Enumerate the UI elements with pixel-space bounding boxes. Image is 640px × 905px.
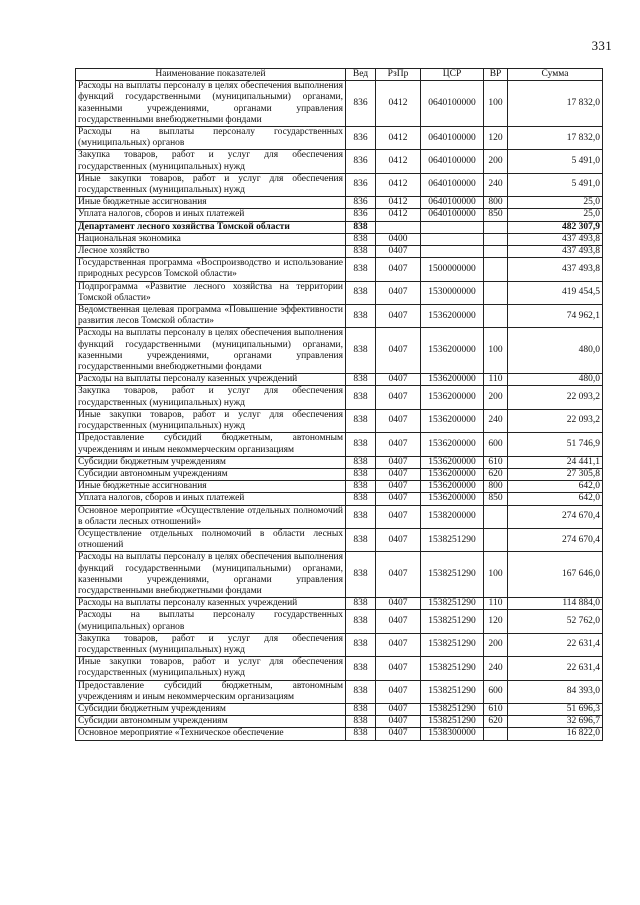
cell-sum: 482 307,9 [508,221,603,233]
cell-sum: 51 746,9 [508,433,603,456]
cell-name: Основное мероприятие «Техническое обеспечение [76,728,346,740]
cell-sum: 480,0 [508,374,603,386]
table-row [76,386,603,409]
cell-ved: 838 [346,468,376,480]
cell-sum: 437 493,8 [508,246,603,258]
cell-vr: 610 [484,703,508,715]
cell-name: Расходы на выплаты персоналу в целях обеспечения выполнения функций государственными (муниципальными) органами, казенными учреждениями, органами управления государственными внебюджетными фондами [76,552,346,598]
cell-ved: 838 [346,481,376,493]
cell-ved: 838 [346,328,376,374]
cell-name: Предоставление субсидий бюджетным, автономным учреждениям и иным некоммерческим организациям [76,680,346,703]
header-name: Наименование показателей [76,69,346,81]
cell-vr: 110 [484,598,508,610]
cell-ved: 838 [346,528,376,551]
cell-vr: 600 [484,680,508,703]
cell-csr: 1536200000 [421,493,484,505]
cell-csr: 1536200000 [421,305,484,328]
cell-ved: 836 [346,150,376,173]
table-row [76,305,603,328]
cell-name: Уплата налогов, сборов и иных платежей [76,209,346,221]
table-row [76,610,603,633]
cell-name: Уплата налогов, сборов и иных платежей [76,493,346,505]
cell-name: Государственная программа «Воспроизводство и использование природных ресурсов Томской области» [76,258,346,281]
cell-name: Иные закупки товаров, работ и услуг для обеспечения государственных (муниципальных) нужд [76,409,346,432]
cell-name: Иные бюджетные ассигнования [76,197,346,209]
cell-sum: 114 884,0 [508,598,603,610]
table-row [76,209,603,221]
cell-csr: 0640100000 [421,209,484,221]
cell-name: Субсидии автономным учреждениям [76,716,346,728]
cell-rzpr: 0407 [376,703,421,715]
cell-name: Субсидии автономным учреждениям [76,468,346,480]
cell-rzpr: 0412 [376,209,421,221]
cell-vr: 100 [484,552,508,598]
cell-rzpr: 0407 [376,281,421,304]
cell-name: Ведомственная целевая программа «Повышение эффективности развития лесов Томской области» [76,305,346,328]
header-csr: ЦСР [421,69,484,81]
cell-ved: 838 [346,386,376,409]
header-vr: ВР [484,69,508,81]
table-header-row [76,69,603,81]
cell-csr: 1500000000 [421,258,484,281]
cell-ved: 838 [346,552,376,598]
cell-sum: 51 696,3 [508,703,603,715]
cell-name: Подпрограмма «Развитие лесного хозяйства на территории Томской области» [76,281,346,304]
cell-name: Закупка товаров, работ и услуг для обеспечения государственных (муниципальных) нужд [76,150,346,173]
cell-ved: 838 [346,456,376,468]
cell-csr [421,246,484,258]
cell-rzpr: 0407 [376,456,421,468]
cell-csr: 1538251290 [421,657,484,680]
cell-vr: 610 [484,456,508,468]
table-body [76,81,603,740]
table-row [76,528,603,551]
cell-csr: 1538300000 [421,728,484,740]
table-row [76,433,603,456]
cell-ved: 838 [346,703,376,715]
cell-ved: 836 [346,81,376,127]
cell-name: Расходы на выплаты персоналу в целях обеспечения выполнения функций государственными (муниципальными) органами, казенными учреждениями, органами управления государственными внебюджетными фондами [76,81,346,127]
cell-sum: 27 305,8 [508,468,603,480]
cell-name: Расходы на выплаты персоналу государственных (муниципальных) органов [76,610,346,633]
cell-ved: 838 [346,680,376,703]
cell-rzpr: 0407 [376,505,421,528]
cell-rzpr: 0407 [376,716,421,728]
cell-name: Департамент лесного хозяйства Томской области [76,221,346,233]
table-row [76,246,603,258]
cell-csr: 0640100000 [421,127,484,150]
cell-rzpr: 0407 [376,610,421,633]
table-row [76,233,603,245]
cell-rzpr: 0407 [376,657,421,680]
cell-vr [484,728,508,740]
cell-rzpr: 0407 [376,433,421,456]
cell-csr: 1538251290 [421,680,484,703]
table-row [76,127,603,150]
cell-name: Иные закупки товаров, работ и услуг для обеспечения государственных (муниципальных) нужд [76,657,346,680]
table-row [76,481,603,493]
cell-vr: 800 [484,197,508,209]
cell-vr: 850 [484,493,508,505]
cell-sum: 17 832,0 [508,81,603,127]
cell-ved: 838 [346,493,376,505]
table-row [76,258,603,281]
cell-vr: 240 [484,409,508,432]
cell-rzpr: 0407 [376,598,421,610]
table-row [76,703,603,715]
cell-csr: 0640100000 [421,197,484,209]
cell-vr: 620 [484,468,508,480]
table-row [76,197,603,209]
cell-vr [484,233,508,245]
cell-vr: 240 [484,173,508,196]
cell-ved: 838 [346,610,376,633]
cell-ved: 838 [346,505,376,528]
cell-csr: 1536200000 [421,481,484,493]
cell-rzpr: 0407 [376,328,421,374]
cell-sum: 16 822,0 [508,728,603,740]
cell-rzpr: 0407 [376,305,421,328]
cell-ved: 838 [346,374,376,386]
cell-ved: 838 [346,258,376,281]
cell-csr: 1538200000 [421,505,484,528]
cell-rzpr: 0412 [376,150,421,173]
table-row [76,493,603,505]
cell-name: Закупка товаров, работ и услуг для обеспечения государственных (муниципальных) нужд [76,386,346,409]
table-row [76,680,603,703]
table-row [76,657,603,680]
cell-name: Национальная экономика [76,233,346,245]
cell-rzpr: 0412 [376,173,421,196]
header-rzpr: РзПр [376,69,421,81]
cell-sum: 84 393,0 [508,680,603,703]
cell-csr: 1538251290 [421,633,484,656]
cell-name: Расходы на выплаты персоналу государственных (муниципальных) органов [76,127,346,150]
cell-csr: 1536200000 [421,374,484,386]
cell-csr: 1538251290 [421,703,484,715]
cell-rzpr: 0407 [376,374,421,386]
cell-sum: 25,0 [508,209,603,221]
header-sum: Сумма [508,69,603,81]
cell-rzpr: 0407 [376,680,421,703]
cell-rzpr: 0407 [376,468,421,480]
table-row [76,728,603,740]
cell-csr: 1538251290 [421,598,484,610]
cell-rzpr [376,221,421,233]
cell-ved: 838 [346,728,376,740]
cell-sum: 22 631,4 [508,657,603,680]
cell-sum: 22 093,2 [508,386,603,409]
table-row [76,281,603,304]
cell-rzpr: 0407 [376,409,421,432]
cell-csr [421,233,484,245]
cell-vr [484,246,508,258]
cell-name: Расходы на выплаты персоналу казенных учреждений [76,598,346,610]
table-row [76,505,603,528]
cell-ved: 838 [346,657,376,680]
cell-rzpr: 0412 [376,127,421,150]
table-row [76,598,603,610]
cell-ved: 838 [346,305,376,328]
table-row [76,328,603,374]
cell-vr: 200 [484,633,508,656]
cell-ved: 838 [346,433,376,456]
cell-csr: 1530000000 [421,281,484,304]
cell-ved: 838 [346,716,376,728]
cell-sum: 274 670,4 [508,528,603,551]
cell-vr [484,258,508,281]
cell-ved: 838 [346,633,376,656]
cell-vr: 240 [484,657,508,680]
cell-ved: 838 [346,221,376,233]
table-row [76,552,603,598]
cell-name: Расходы на выплаты персоналу казенных учреждений [76,374,346,386]
cell-sum: 642,0 [508,493,603,505]
cell-rzpr: 0407 [376,246,421,258]
table-row [76,468,603,480]
cell-rzpr: 0412 [376,197,421,209]
cell-name: Осуществление отдельных полномочий в области лесных отношений [76,528,346,551]
cell-name: Расходы на выплаты персоналу в целях обеспечения выполнения функций государственными (муниципальными) органами, казенными учреждениями, органами управления государственными внебюджетными фондами [76,328,346,374]
cell-sum: 480,0 [508,328,603,374]
cell-sum: 17 832,0 [508,127,603,150]
table-row [76,633,603,656]
cell-rzpr: 0407 [376,528,421,551]
cell-vr [484,528,508,551]
cell-rzpr: 0407 [376,481,421,493]
cell-ved: 836 [346,127,376,150]
table-row [76,221,603,233]
header-ved: Вед [346,69,376,81]
table-row [76,716,603,728]
cell-vr: 110 [484,374,508,386]
cell-rzpr: 0407 [376,633,421,656]
cell-sum: 167 646,0 [508,552,603,598]
table-row [76,456,603,468]
budget-table [75,68,603,741]
cell-sum: 642,0 [508,481,603,493]
cell-csr: 0640100000 [421,150,484,173]
cell-vr: 620 [484,716,508,728]
cell-sum: 419 454,5 [508,281,603,304]
cell-ved: 836 [346,197,376,209]
cell-csr: 1538251290 [421,716,484,728]
cell-vr: 200 [484,150,508,173]
cell-csr: 1538251290 [421,552,484,598]
cell-vr [484,221,508,233]
cell-csr: 1536200000 [421,456,484,468]
cell-sum: 437 493,8 [508,233,603,245]
cell-vr [484,305,508,328]
cell-vr: 100 [484,81,508,127]
cell-name: Иные закупки товаров, работ и услуг для обеспечения государственных (муниципальных) нужд [76,173,346,196]
cell-sum: 274 670,4 [508,505,603,528]
cell-vr: 120 [484,127,508,150]
cell-sum: 24 441,1 [508,456,603,468]
cell-sum: 22 093,2 [508,409,603,432]
cell-vr: 100 [484,328,508,374]
cell-rzpr: 0407 [376,386,421,409]
cell-ved: 838 [346,246,376,258]
cell-csr [421,221,484,233]
cell-sum: 5 491,0 [508,150,603,173]
cell-name: Основное мероприятие «Осуществление отдельных полномочий в области лесных отношений» [76,505,346,528]
cell-ved: 838 [346,281,376,304]
cell-sum: 25,0 [508,197,603,209]
cell-ved: 836 [346,209,376,221]
table-row [76,150,603,173]
cell-csr: 1538251290 [421,610,484,633]
table-row [76,374,603,386]
cell-vr [484,281,508,304]
cell-sum: 5 491,0 [508,173,603,196]
cell-name: Лесное хозяйство [76,246,346,258]
cell-rzpr: 0407 [376,728,421,740]
cell-rzpr: 0400 [376,233,421,245]
cell-sum: 74 962,1 [508,305,603,328]
cell-ved: 836 [346,173,376,196]
cell-vr: 200 [484,386,508,409]
cell-csr: 1536200000 [421,433,484,456]
cell-sum: 32 696,7 [508,716,603,728]
cell-rzpr: 0407 [376,493,421,505]
cell-rzpr: 0407 [376,258,421,281]
cell-vr: 600 [484,433,508,456]
cell-ved: 838 [346,233,376,245]
cell-sum: 22 631,4 [508,633,603,656]
cell-name: Субсидии бюджетным учреждениям [76,456,346,468]
cell-name: Иные бюджетные ассигнования [76,481,346,493]
cell-csr: 0640100000 [421,173,484,196]
cell-csr: 1536200000 [421,386,484,409]
table-row [76,409,603,432]
table-row [76,81,603,127]
cell-rzpr: 0407 [376,552,421,598]
table-row [76,173,603,196]
cell-name: Субсидии бюджетным учреждениям [76,703,346,715]
cell-ved: 838 [346,598,376,610]
cell-rzpr: 0412 [376,81,421,127]
cell-csr: 1536200000 [421,468,484,480]
cell-csr: 1536200000 [421,328,484,374]
cell-csr: 1538251290 [421,528,484,551]
cell-sum: 437 493,8 [508,258,603,281]
cell-vr: 120 [484,610,508,633]
cell-name: Закупка товаров, работ и услуг для обеспечения государственных (муниципальных) нужд [76,633,346,656]
cell-vr [484,505,508,528]
cell-sum: 52 762,0 [508,610,603,633]
cell-csr: 1536200000 [421,409,484,432]
cell-vr: 850 [484,209,508,221]
page-number: 331 [591,38,612,53]
cell-csr: 0640100000 [421,81,484,127]
cell-name: Предоставление субсидий бюджетным, автономным учреждениям и иным некоммерческим организациям [76,433,346,456]
cell-vr: 800 [484,481,508,493]
cell-ved: 838 [346,409,376,432]
